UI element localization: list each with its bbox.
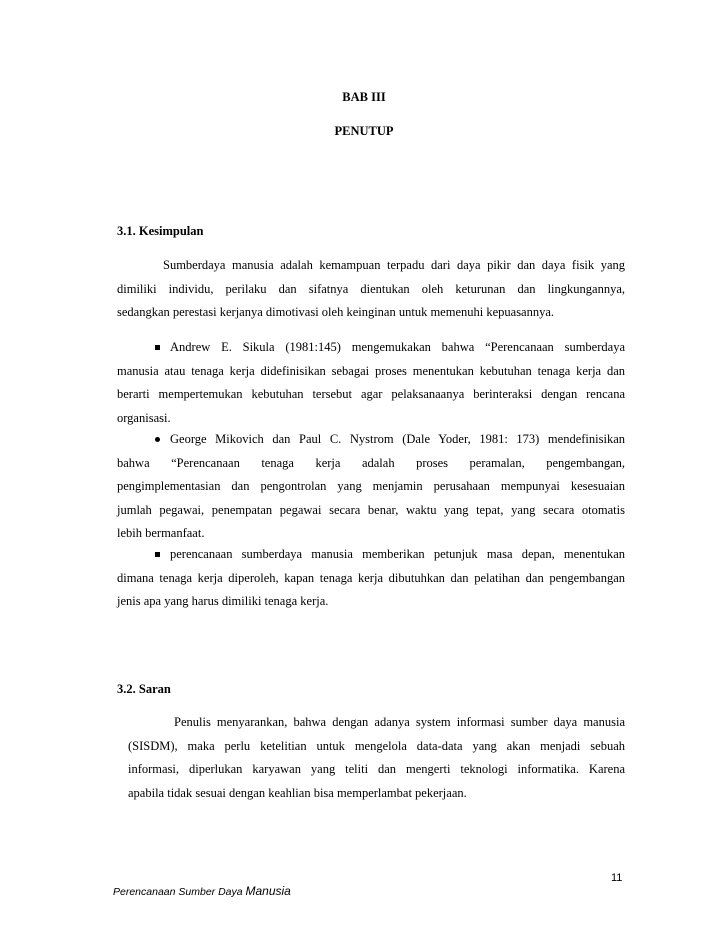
text-line: Penulis menyarankan, bahwa dengan adanya system informasi sumber daya manusia xyxy=(174,715,625,729)
square-bullet-icon xyxy=(155,345,160,350)
text-line: Sumberdaya manusia adalah kemampuan terpadu dari daya pikir dan daya fisik yang xyxy=(163,258,625,272)
text-line: apabila tidak sesuai dengan keahlian bisa memperlambat pekerjaan. xyxy=(128,785,467,800)
text-line: jumlah pegawai, penempatan pegawai secara benar, waktu yang tepat, yang secara otomatis xyxy=(117,502,625,517)
text-line: pengimplementasian dan pengontrolan yang menjamin perusahaan mempunyai kesesuaian xyxy=(117,479,625,493)
bullet-text: perencanaan sumberdaya manusia memberikan petunjuk masa depan, menentukan xyxy=(170,547,625,561)
text-line: dimana tenaga kerja diperoleh, kapan tenaga kerja dibutuhkan dan pelatihan dan pengembangan xyxy=(117,570,625,585)
page-number: 11 xyxy=(611,872,623,884)
text-line: berarti mempertemukan kebutuhan tersebut agar pelaksanaanya berinteraksi dengan rencana xyxy=(117,387,625,401)
square-bullet-icon xyxy=(155,552,160,557)
text-line xyxy=(117,543,625,567)
bullet-item-sikula xyxy=(117,336,625,430)
text-line: informasi, diperlukan karyawan yang teliti dan mengerti teknologi informatika. Karena xyxy=(128,762,625,776)
round-bullet-icon xyxy=(155,437,160,442)
text-line: jenis apa yang harus dimiliki tenaga kerja. xyxy=(117,594,329,608)
text-line: organisasi. xyxy=(117,410,171,425)
text-line xyxy=(117,428,625,452)
text-line: lebih bermanfaat. xyxy=(117,526,205,540)
bullet-item-mikovich xyxy=(117,428,625,546)
footer-prefix: Perencanaan Sumber Daya xyxy=(113,886,246,898)
chapter-number: BAB III xyxy=(342,90,386,104)
text-line: sedangkan perestasi kerjanya dimotivasi oleh keinginan untuk memenuhi kepuasannya. xyxy=(117,305,555,319)
text-line: dimiliki individu, perilaku dan sifatnya dientukan oleh keturunan dan lingkungannya, xyxy=(117,281,625,296)
text-line: (SISDM), maka perlu ketelitian untuk mengelola data-data yang akan menjadi sebuah xyxy=(128,738,625,753)
page-footer xyxy=(113,884,291,898)
saran-paragraph xyxy=(128,711,625,805)
bullet-text: Andrew E. Sikula (1981:145) mengemukakan bahwa “Perencanaan sumberdaya xyxy=(170,340,625,354)
footer-suffix: Manusia xyxy=(245,884,291,898)
text-line: manusia atau tenaga kerja didefinisikan sebagai proses menentukan kebutuhan tenaga kerja dan xyxy=(117,363,625,378)
section-heading-kesimpulan: 3.1. Kesimpulan xyxy=(117,224,204,238)
section-heading-saran: 3.2. Saran xyxy=(117,682,171,696)
chapter-title: PENUTUP xyxy=(334,124,394,138)
bullet-text: George Mikovich dan Paul C. Nystrom (Dale Yoder, 1981: 173) mendefinisikan xyxy=(170,432,625,446)
bullet-item-perencanaan xyxy=(117,543,625,614)
text-line: bahwa “Perencanaan tenaga kerja adalah proses peramalan, pengembangan, xyxy=(117,455,625,470)
text-line xyxy=(117,336,625,360)
kesimpulan-intro xyxy=(117,254,625,325)
